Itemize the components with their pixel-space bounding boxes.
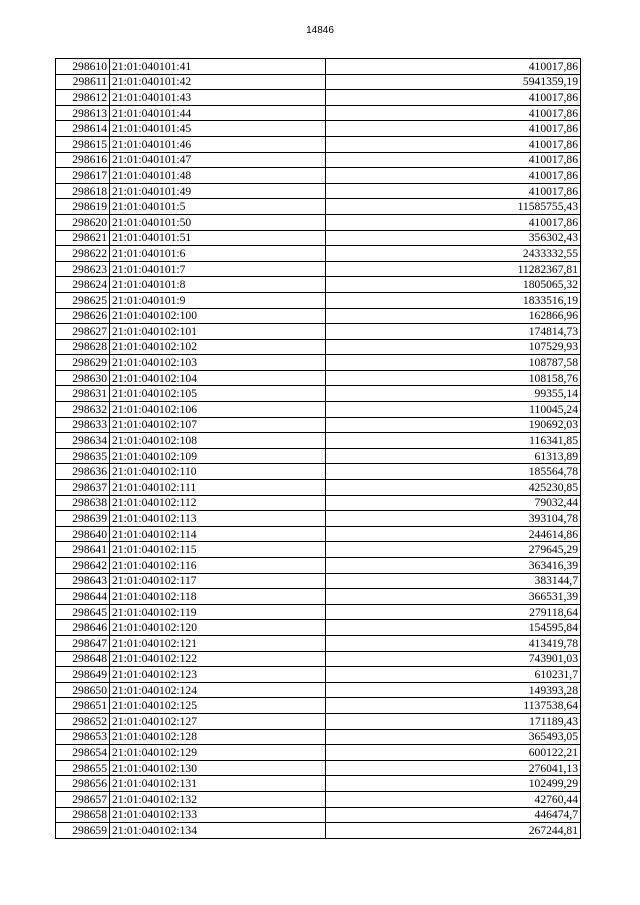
cadastral-number-cell: 21:01:040101:51 bbox=[110, 230, 326, 246]
row-number-cell: 298616 bbox=[56, 152, 110, 168]
row-number-cell: 298611 bbox=[56, 74, 110, 90]
table-row bbox=[56, 713, 581, 729]
cadastral-value-cell: 79032,44 bbox=[326, 495, 581, 511]
row-number-cell: 298629 bbox=[56, 355, 110, 371]
table-row bbox=[56, 433, 581, 449]
table-row bbox=[56, 823, 581, 839]
cadastral-value-cell: 107529,93 bbox=[326, 339, 581, 355]
cadastral-number-cell: 21:01:040101:49 bbox=[110, 183, 326, 199]
cadastral-number-cell: 21:01:040102:105 bbox=[110, 386, 326, 402]
cadastral-value-cell: 149393,28 bbox=[326, 682, 581, 698]
cadastral-value-cell: 190692,03 bbox=[326, 417, 581, 433]
cadastral-value-cell: 410017,86 bbox=[326, 214, 581, 230]
row-number-cell: 298610 bbox=[56, 59, 110, 75]
cadastral-number-cell: 21:01:040101:9 bbox=[110, 292, 326, 308]
cadastral-number-cell: 21:01:040102:113 bbox=[110, 511, 326, 527]
cadastral-value-cell: 610231,7 bbox=[326, 667, 581, 683]
cadastral-value-cell: 5941359,19 bbox=[326, 74, 581, 90]
row-number-cell: 298631 bbox=[56, 386, 110, 402]
cadastral-value-cell: 425230,85 bbox=[326, 480, 581, 496]
cadastral-value-cell: 244614,86 bbox=[326, 526, 581, 542]
cadastral-value-cell: 171189,43 bbox=[326, 713, 581, 729]
cadastral-number-cell: 21:01:040102:101 bbox=[110, 324, 326, 340]
row-number-cell: 298640 bbox=[56, 526, 110, 542]
cadastral-value-cell: 279118,64 bbox=[326, 604, 581, 620]
row-number-cell: 298651 bbox=[56, 698, 110, 714]
cadastral-value-cell: 410017,86 bbox=[326, 168, 581, 184]
row-number-cell: 298624 bbox=[56, 277, 110, 293]
row-number-cell: 298655 bbox=[56, 760, 110, 776]
table-row bbox=[56, 292, 581, 308]
table-row bbox=[56, 745, 581, 761]
row-number-cell: 298612 bbox=[56, 90, 110, 106]
row-number-cell: 298647 bbox=[56, 635, 110, 651]
table-row bbox=[56, 776, 581, 792]
row-number-cell: 298650 bbox=[56, 682, 110, 698]
table-row bbox=[56, 121, 581, 137]
cadastral-value-cell: 108787,58 bbox=[326, 355, 581, 371]
row-number-cell: 298649 bbox=[56, 667, 110, 683]
row-number-cell: 298648 bbox=[56, 651, 110, 667]
table-row bbox=[56, 324, 581, 340]
table-body bbox=[56, 59, 581, 839]
table-row bbox=[56, 542, 581, 558]
table-row bbox=[56, 90, 581, 106]
cadastral-value-cell: 61313,89 bbox=[326, 448, 581, 464]
cadastral-number-cell: 21:01:040102:100 bbox=[110, 308, 326, 324]
table-row bbox=[56, 464, 581, 480]
cadastral-value-table bbox=[55, 58, 581, 839]
cadastral-number-cell: 21:01:040102:111 bbox=[110, 480, 326, 496]
row-number-cell: 298634 bbox=[56, 433, 110, 449]
table-row bbox=[56, 261, 581, 277]
table-row bbox=[56, 729, 581, 745]
page-number: 14846 bbox=[306, 25, 334, 36]
table-row bbox=[56, 386, 581, 402]
table-row bbox=[56, 199, 581, 215]
table-row bbox=[56, 74, 581, 90]
cadastral-number-cell: 21:01:040102:109 bbox=[110, 448, 326, 464]
table-row bbox=[56, 59, 581, 75]
cadastral-value-cell: 410017,86 bbox=[326, 183, 581, 199]
row-number-cell: 298623 bbox=[56, 261, 110, 277]
table-row bbox=[56, 667, 581, 683]
cadastral-value-cell: 1833516,19 bbox=[326, 292, 581, 308]
cadastral-value-cell: 1805065,32 bbox=[326, 277, 581, 293]
cadastral-number-cell: 21:01:040102:133 bbox=[110, 807, 326, 823]
cadastral-value-cell: 600122,21 bbox=[326, 745, 581, 761]
cadastral-value-cell: 1137538,64 bbox=[326, 698, 581, 714]
table-row bbox=[56, 246, 581, 262]
cadastral-value-cell: 410017,86 bbox=[326, 136, 581, 152]
cadastral-value-cell: 446474,7 bbox=[326, 807, 581, 823]
cadastral-value-cell: 99355,14 bbox=[326, 386, 581, 402]
table-row bbox=[56, 308, 581, 324]
table-row bbox=[56, 511, 581, 527]
row-number-cell: 298656 bbox=[56, 776, 110, 792]
row-number-cell: 298646 bbox=[56, 620, 110, 636]
cadastral-number-cell: 21:01:040101:44 bbox=[110, 105, 326, 121]
row-number-cell: 298658 bbox=[56, 807, 110, 823]
cadastral-number-cell: 21:01:040102:124 bbox=[110, 682, 326, 698]
cadastral-number-cell: 21:01:040102:108 bbox=[110, 433, 326, 449]
row-number-cell: 298635 bbox=[56, 448, 110, 464]
cadastral-number-cell: 21:01:040102:117 bbox=[110, 573, 326, 589]
cadastral-value-cell: 393104,78 bbox=[326, 511, 581, 527]
table-row bbox=[56, 573, 581, 589]
table-row bbox=[56, 495, 581, 511]
cadastral-value-cell: 279645,29 bbox=[326, 542, 581, 558]
table-row bbox=[56, 760, 581, 776]
table-row bbox=[56, 526, 581, 542]
cadastral-value-cell: 174814,73 bbox=[326, 324, 581, 340]
cadastral-number-cell: 21:01:040102:125 bbox=[110, 698, 326, 714]
cadastral-value-cell: 11282367,81 bbox=[326, 261, 581, 277]
row-number-cell: 298639 bbox=[56, 511, 110, 527]
cadastral-number-cell: 21:01:040102:104 bbox=[110, 370, 326, 386]
row-number-cell: 298621 bbox=[56, 230, 110, 246]
cadastral-value-cell: 743901,03 bbox=[326, 651, 581, 667]
cadastral-number-cell: 21:01:040101:46 bbox=[110, 136, 326, 152]
cadastral-number-cell: 21:01:040102:130 bbox=[110, 760, 326, 776]
cadastral-number-cell: 21:01:040102:134 bbox=[110, 823, 326, 839]
row-number-cell: 298653 bbox=[56, 729, 110, 745]
table-row bbox=[56, 183, 581, 199]
cadastral-number-cell: 21:01:040102:107 bbox=[110, 417, 326, 433]
table-row bbox=[56, 152, 581, 168]
cadastral-value-cell: 42760,44 bbox=[326, 791, 581, 807]
cadastral-number-cell: 21:01:040102:110 bbox=[110, 464, 326, 480]
row-number-cell: 298652 bbox=[56, 713, 110, 729]
cadastral-value-cell: 413419,78 bbox=[326, 635, 581, 651]
cadastral-number-cell: 21:01:040102:116 bbox=[110, 558, 326, 574]
cadastral-value-cell: 410017,86 bbox=[326, 121, 581, 137]
row-number-cell: 298620 bbox=[56, 214, 110, 230]
cadastral-number-cell: 21:01:040102:121 bbox=[110, 635, 326, 651]
cadastral-value-cell: 410017,86 bbox=[326, 105, 581, 121]
cadastral-value-cell: 366531,39 bbox=[326, 589, 581, 605]
table-row bbox=[56, 558, 581, 574]
cadastral-value-cell: 410017,86 bbox=[326, 152, 581, 168]
table-row bbox=[56, 448, 581, 464]
cadastral-value-cell: 185564,78 bbox=[326, 464, 581, 480]
cadastral-number-cell: 21:01:040102:132 bbox=[110, 791, 326, 807]
cadastral-number-cell: 21:01:040102:123 bbox=[110, 667, 326, 683]
row-number-cell: 298625 bbox=[56, 292, 110, 308]
table-row bbox=[56, 635, 581, 651]
cadastral-value-cell: 11585755,43 bbox=[326, 199, 581, 215]
row-number-cell: 298630 bbox=[56, 370, 110, 386]
table-row bbox=[56, 402, 581, 418]
row-number-cell: 298659 bbox=[56, 823, 110, 839]
cadastral-value-cell: 365493,05 bbox=[326, 729, 581, 745]
table-row bbox=[56, 355, 581, 371]
cadastral-number-cell: 21:01:040102:103 bbox=[110, 355, 326, 371]
cadastral-number-cell: 21:01:040101:7 bbox=[110, 261, 326, 277]
row-number-cell: 298637 bbox=[56, 480, 110, 496]
cadastral-value-cell: 116341,85 bbox=[326, 433, 581, 449]
cadastral-number-cell: 21:01:040101:6 bbox=[110, 246, 326, 262]
table-row bbox=[56, 589, 581, 605]
table-row bbox=[56, 417, 581, 433]
cadastral-number-cell: 21:01:040101:41 bbox=[110, 59, 326, 75]
row-number-cell: 298641 bbox=[56, 542, 110, 558]
row-number-cell: 298613 bbox=[56, 105, 110, 121]
cadastral-number-cell: 21:01:040102:127 bbox=[110, 713, 326, 729]
cadastral-value-cell: 356302,43 bbox=[326, 230, 581, 246]
cadastral-value-cell: 108158,76 bbox=[326, 370, 581, 386]
cadastral-number-cell: 21:01:040102:131 bbox=[110, 776, 326, 792]
table-row bbox=[56, 604, 581, 620]
row-number-cell: 298633 bbox=[56, 417, 110, 433]
row-number-cell: 298654 bbox=[56, 745, 110, 761]
table-row bbox=[56, 682, 581, 698]
cadastral-number-cell: 21:01:040101:47 bbox=[110, 152, 326, 168]
table-row bbox=[56, 791, 581, 807]
row-number-cell: 298643 bbox=[56, 573, 110, 589]
cadastral-number-cell: 21:01:040102:112 bbox=[110, 495, 326, 511]
cadastral-value-cell: 410017,86 bbox=[326, 90, 581, 106]
cadastral-number-cell: 21:01:040102:128 bbox=[110, 729, 326, 745]
row-number-cell: 298619 bbox=[56, 199, 110, 215]
row-number-cell: 298657 bbox=[56, 791, 110, 807]
row-number-cell: 298644 bbox=[56, 589, 110, 605]
table-row bbox=[56, 651, 581, 667]
table-row bbox=[56, 480, 581, 496]
cadastral-value-cell: 276041,13 bbox=[326, 760, 581, 776]
cadastral-number-cell: 21:01:040101:42 bbox=[110, 74, 326, 90]
cadastral-number-cell: 21:01:040102:119 bbox=[110, 604, 326, 620]
table-row bbox=[56, 807, 581, 823]
cadastral-number-cell: 21:01:040102:122 bbox=[110, 651, 326, 667]
table-row bbox=[56, 105, 581, 121]
cadastral-number-cell: 21:01:040101:8 bbox=[110, 277, 326, 293]
row-number-cell: 298632 bbox=[56, 402, 110, 418]
row-number-cell: 298642 bbox=[56, 558, 110, 574]
cadastral-number-cell: 21:01:040102:102 bbox=[110, 339, 326, 355]
cadastral-number-cell: 21:01:040102:118 bbox=[110, 589, 326, 605]
row-number-cell: 298617 bbox=[56, 168, 110, 184]
cadastral-value-cell: 267244,81 bbox=[326, 823, 581, 839]
table-row bbox=[56, 136, 581, 152]
cadastral-number-cell: 21:01:040102:114 bbox=[110, 526, 326, 542]
table-row bbox=[56, 620, 581, 636]
cadastral-value-cell: 363416,39 bbox=[326, 558, 581, 574]
cadastral-number-cell: 21:01:040102:106 bbox=[110, 402, 326, 418]
cadastral-number-cell: 21:01:040101:50 bbox=[110, 214, 326, 230]
row-number-cell: 298636 bbox=[56, 464, 110, 480]
row-number-cell: 298645 bbox=[56, 604, 110, 620]
cadastral-value-cell: 2433332,55 bbox=[326, 246, 581, 262]
row-number-cell: 298615 bbox=[56, 136, 110, 152]
cadastral-value-cell: 154595,84 bbox=[326, 620, 581, 636]
table-row bbox=[56, 339, 581, 355]
cadastral-number-cell: 21:01:040101:5 bbox=[110, 199, 326, 215]
cadastral-value-cell: 383144,7 bbox=[326, 573, 581, 589]
table-row bbox=[56, 370, 581, 386]
cadastral-number-cell: 21:01:040101:48 bbox=[110, 168, 326, 184]
row-number-cell: 298622 bbox=[56, 246, 110, 262]
table-row bbox=[56, 168, 581, 184]
cadastral-value-cell: 110045,24 bbox=[326, 402, 581, 418]
row-number-cell: 298614 bbox=[56, 121, 110, 137]
cadastral-number-cell: 21:01:040102:120 bbox=[110, 620, 326, 636]
row-number-cell: 298628 bbox=[56, 339, 110, 355]
table-row bbox=[56, 698, 581, 714]
cadastral-value-cell: 410017,86 bbox=[326, 59, 581, 75]
cadastral-number-cell: 21:01:040102:129 bbox=[110, 745, 326, 761]
table-row bbox=[56, 277, 581, 293]
row-number-cell: 298638 bbox=[56, 495, 110, 511]
row-number-cell: 298618 bbox=[56, 183, 110, 199]
cadastral-value-cell: 162866,96 bbox=[326, 308, 581, 324]
cadastral-value-cell: 102499,29 bbox=[326, 776, 581, 792]
row-number-cell: 298627 bbox=[56, 324, 110, 340]
table-row bbox=[56, 214, 581, 230]
cadastral-number-cell: 21:01:040102:115 bbox=[110, 542, 326, 558]
table-row bbox=[56, 230, 581, 246]
row-number-cell: 298626 bbox=[56, 308, 110, 324]
cadastral-number-cell: 21:01:040101:45 bbox=[110, 121, 326, 137]
cadastral-number-cell: 21:01:040101:43 bbox=[110, 90, 326, 106]
